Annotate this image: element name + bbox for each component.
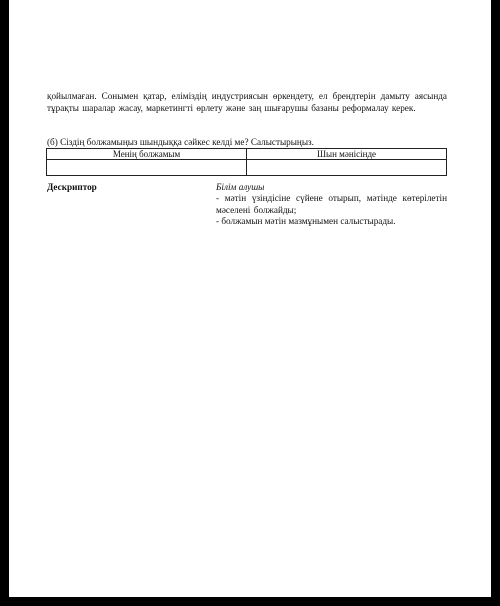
table-cell-my-guess[interactable] bbox=[47, 160, 247, 176]
question-b: (б) Сіздің болжамыңыз шындыққа сәйкес келді ме? Салыстырыңыз. bbox=[47, 137, 314, 147]
descriptor-item: - болжамын мәтін мазмұнымен салыстырады. bbox=[216, 216, 396, 227]
table-row bbox=[47, 160, 447, 176]
descriptor-heading: Білім алушы bbox=[216, 182, 265, 192]
column-header-my-guess: Менің болжамым bbox=[47, 149, 247, 160]
comparison-table bbox=[46, 148, 447, 176]
body-paragraph: қойылмаған. Сонымен қатар, еліміздің индустриясын өркендету, ел брендтерін дамыту аясында тұрақты шаралар жасау, маркетингті өрлету және заң шығарушы базаны реформалау керек. bbox=[47, 91, 447, 113]
document-page bbox=[9, 0, 491, 597]
descriptor-label: Дескриптор bbox=[47, 182, 97, 192]
table-header-row bbox=[47, 149, 447, 160]
column-header-in-reality: Шын мәнісінде bbox=[247, 149, 447, 160]
table-cell-in-reality[interactable] bbox=[247, 160, 447, 176]
descriptor-block bbox=[216, 182, 447, 228]
descriptor-item: - мәтін үзіндісіне сүйене отырып, мәтінде көтерілетін мәселені болжайды; bbox=[216, 193, 447, 215]
